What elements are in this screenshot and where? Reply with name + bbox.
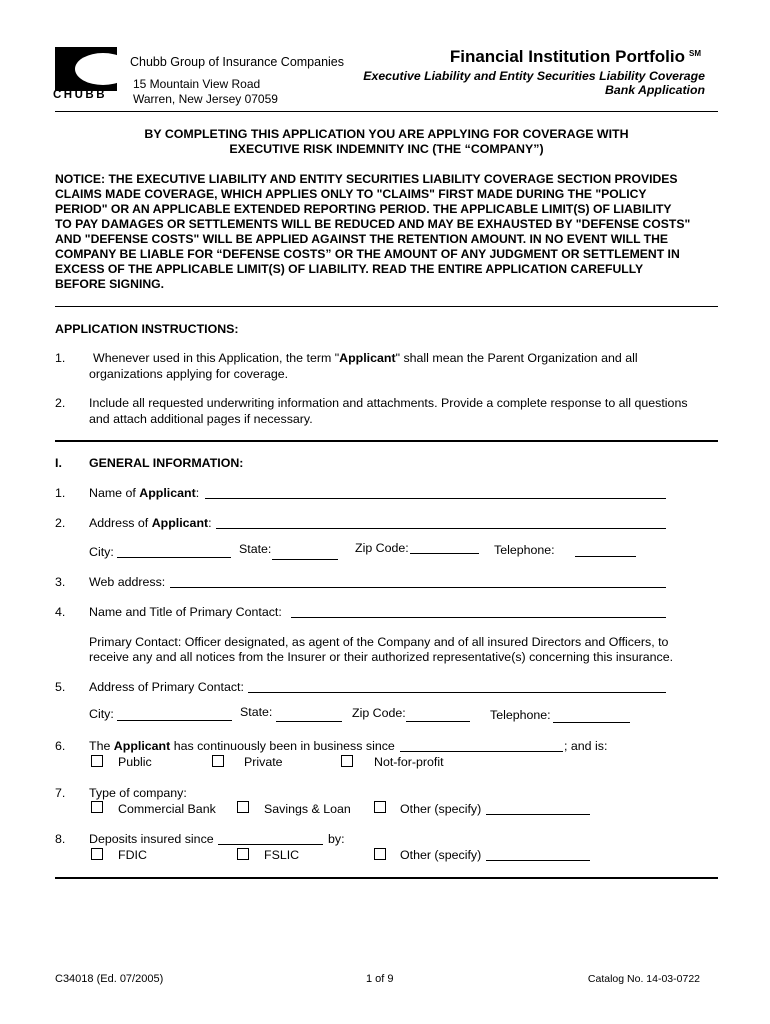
fdic-checkbox[interactable]: [91, 848, 103, 860]
fslic-label: FSLIC: [264, 848, 300, 862]
q8-number: 8.: [55, 832, 66, 846]
notice-block: [55, 172, 690, 292]
fdic-label: FDIC: [118, 848, 147, 862]
deposits-insured-since-field[interactable]: [218, 844, 323, 845]
catalog-number: Catalog No. 14-03-0722: [587, 973, 700, 985]
other-company-type-field[interactable]: [486, 814, 590, 815]
contact-zip-label: Zip Code:: [352, 706, 406, 720]
notice-line: TO PAY DAMAGES OR SETTLEMENTS WILL BE REDUCED AND MAY BE EXHAUSTED BY "DEFENSE COSTS": [55, 217, 691, 231]
zip-label: Zip Code:: [355, 541, 409, 555]
section-divider: [55, 877, 718, 879]
form-subtitle-2: Bank Application: [605, 83, 705, 97]
intro-line-1: BY COMPLETING THIS APPLICATION YOU ARE APPLYING FOR COVERAGE WITH: [144, 127, 629, 141]
other-insurer-checkbox[interactable]: [374, 848, 386, 860]
section-heading: GENERAL INFORMATION:: [89, 456, 244, 470]
q7-number: 7.: [55, 786, 66, 800]
contact-city-field[interactable]: [117, 720, 232, 721]
public-checkbox[interactable]: [91, 755, 103, 767]
notice-line: EXCESS OF THE APPLICABLE LIMIT(S) OF LIABILITY. READ THE ENTIRE APPLICATION CAREFULLY: [55, 262, 644, 276]
applicant-name-field[interactable]: [205, 498, 666, 499]
notice-line: BEFORE SIGNING.: [55, 277, 165, 291]
savings-loan-checkbox[interactable]: [237, 801, 249, 813]
applicant-city-field[interactable]: [117, 557, 231, 558]
q6-label-end: ; and is:: [564, 739, 608, 753]
instruction-2-text: Include all requested underwriting information and attachments. Provide a complete response to all questions: [89, 396, 688, 410]
business-since-field[interactable]: [400, 751, 563, 752]
section-number: I.: [55, 456, 62, 470]
other-company-type-label: Other (specify): [400, 802, 482, 816]
chubb-logo-text: CHUBB: [53, 89, 108, 101]
commercial-bank-label: Commercial Bank: [118, 802, 216, 816]
q1-label: Name of Applicant:: [89, 486, 200, 500]
other-company-type-checkbox[interactable]: [374, 801, 386, 813]
instruction-1-number: 1.: [55, 351, 66, 365]
intro-line-2: EXECUTIVE RISK INDEMNITY INC (THE “COMPANY”): [229, 142, 544, 156]
company-name: Chubb Group of Insurance Companies: [130, 55, 345, 69]
form-title: Financial Institution Portfolio: [449, 47, 685, 66]
q3-number: 3.: [55, 575, 66, 589]
q1-number: 1.: [55, 486, 66, 500]
notice-divider: [55, 306, 718, 307]
contact-state-label: State:: [240, 705, 273, 719]
notice-line: NOTICE: THE EXECUTIVE LIABILITY AND ENTITY SECURITIES LIABILITY COVERAGE SECTION PROVIDES: [55, 172, 678, 186]
q2-label: Address of Applicant:: [89, 516, 212, 530]
q6-number: 6.: [55, 739, 66, 753]
q5-number: 5.: [55, 680, 66, 694]
q8-label: Deposits insured since: [89, 832, 214, 846]
primary-contact-name-field[interactable]: [291, 617, 666, 618]
q4-label: Name and Title of Primary Contact:: [89, 605, 282, 619]
contact-telephone-field[interactable]: [553, 722, 630, 723]
q5-label: Address of Primary Contact:: [89, 680, 244, 694]
state-label: State:: [239, 542, 272, 556]
header-divider: [55, 111, 718, 112]
primary-contact-address-field[interactable]: [248, 692, 666, 693]
form-number: C34018 (Ed. 07/2005): [55, 973, 164, 985]
private-checkbox[interactable]: [212, 755, 224, 767]
commercial-bank-checkbox[interactable]: [91, 801, 103, 813]
city-label: City:: [89, 545, 114, 559]
q2-number: 2.: [55, 516, 66, 530]
chubb-logo: [55, 47, 117, 91]
form-subtitle-1: Executive Liability and Entity Securities Liability Coverage: [363, 69, 705, 83]
applicant-address-field[interactable]: [216, 528, 666, 529]
q4-note-line-1: Primary Contact: Officer designated, as agent of the Company and of all insured Directors and Officers, to: [89, 635, 669, 649]
address-line-1: 15 Mountain View Road: [133, 77, 261, 91]
public-label: Public: [118, 755, 152, 769]
notice-line: CLAIMS MADE COVERAGE, WHICH APPLIES ONLY TO "CLAIMS" FIRST MADE DURING THE "POLICY: [55, 187, 647, 201]
instruction-2-text-cont: and attach additional pages if necessary.: [89, 412, 313, 426]
contact-city-label: City:: [89, 707, 114, 721]
notice-line: AND "DEFENSE COSTS" WILL BE APPLIED AGAINST THE RETENTION AMOUNT. IN NO EVENT WILL THE: [55, 232, 669, 246]
savings-loan-label: Savings & Loan: [264, 802, 351, 816]
page-number: 1 of 9: [366, 973, 394, 985]
not-for-profit-label: Not-for-profit: [374, 755, 444, 769]
q3-label: Web address:: [89, 575, 166, 589]
instruction-1-text: Whenever used in this Application, the term "Applicant" shall mean the Parent Organization and all: [93, 351, 638, 365]
web-address-field[interactable]: [170, 587, 666, 588]
other-insurer-label: Other (specify): [400, 848, 482, 862]
contact-telephone-label: Telephone:: [490, 708, 551, 722]
address-line-2: Warren, New Jersey 07059: [133, 92, 278, 106]
applicant-state-field[interactable]: [272, 559, 338, 560]
q7-label: Type of company:: [89, 786, 187, 800]
instructions-heading: APPLICATION INSTRUCTIONS:: [55, 322, 239, 336]
contact-zip-field[interactable]: [406, 721, 470, 722]
telephone-label: Telephone:: [494, 543, 555, 557]
service-mark: SM: [689, 49, 701, 58]
q6-label: The Applicant has continuously been in business since: [89, 739, 395, 753]
instruction-2-number: 2.: [55, 396, 66, 410]
q4-note-line-2: receive any and all notices from the Insurer or their authorized representative(s) concerning this insurance.: [89, 650, 674, 664]
q8-label-end: by:: [328, 832, 345, 846]
other-insurer-field[interactable]: [486, 860, 590, 861]
notice-line: COMPANY BE LIABLE FOR “DEFENSE COSTS” OR THE AMOUNT OF ANY JUDGMENT OR SETTLEMENT IN: [55, 247, 680, 261]
q4-number: 4.: [55, 605, 66, 619]
instructions-divider: [55, 440, 718, 442]
applicant-zip-field[interactable]: [410, 553, 479, 554]
notice-line: PERIOD" OR AN APPLICABLE EXTENDED REPORTING PERIOD. THE APPLICABLE LIMIT(S) OF LIABILITY: [55, 202, 672, 216]
contact-state-field[interactable]: [276, 721, 342, 722]
fslic-checkbox[interactable]: [237, 848, 249, 860]
instruction-1-text-cont: organizations applying for coverage.: [89, 367, 289, 381]
private-label: Private: [244, 755, 283, 769]
not-for-profit-checkbox[interactable]: [341, 755, 353, 767]
applicant-telephone-field[interactable]: [575, 556, 636, 557]
